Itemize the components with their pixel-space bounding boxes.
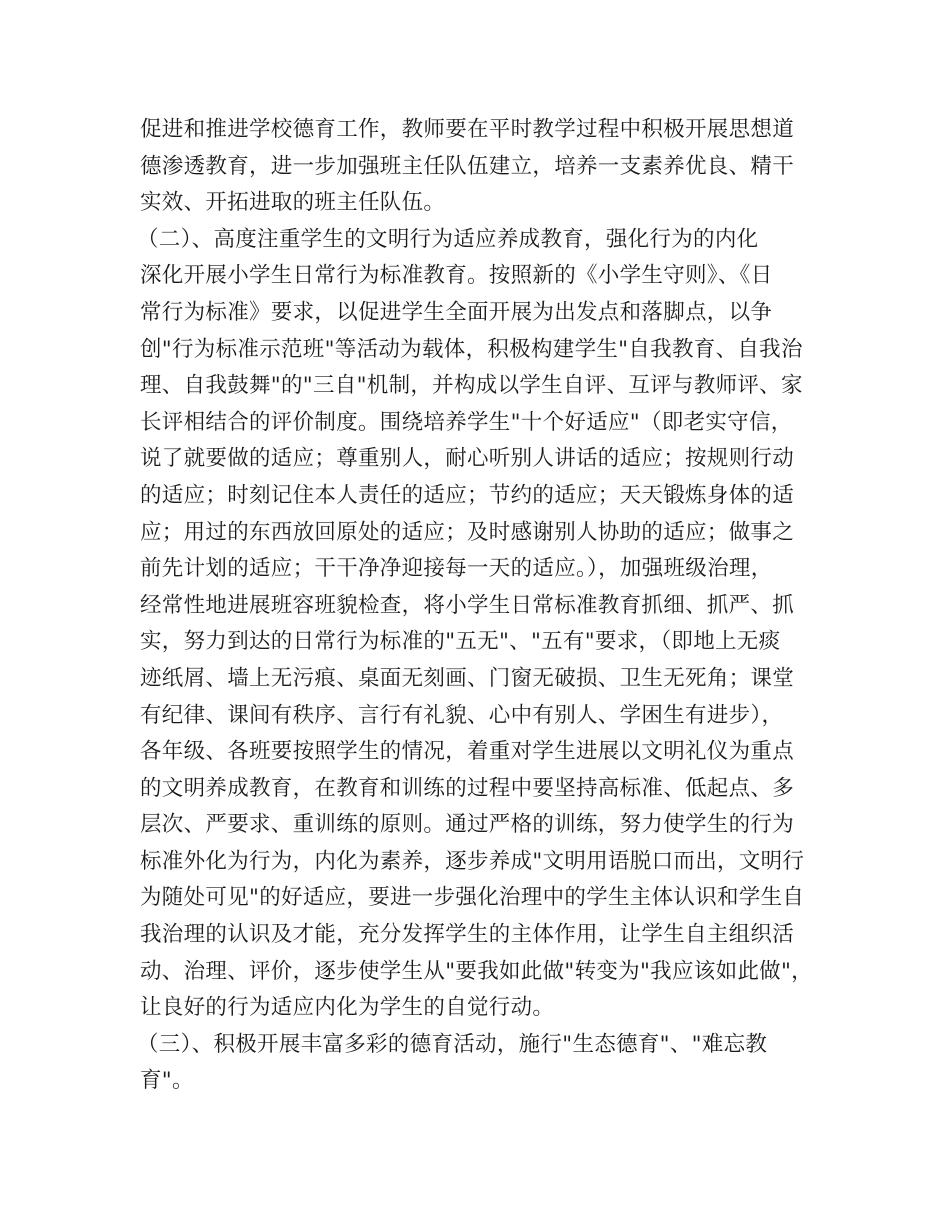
text-line: 标准外化为行为，内化为素养，逐步养成"文明用语脱口而出，文明行 bbox=[140, 848, 805, 874]
text-line: 常行为标准》要求，以促进学生全面开展为出发点和落脚点，以争 bbox=[140, 299, 773, 325]
text-line: 实效、开拓进取的班主任队伍。 bbox=[140, 190, 446, 216]
text-line: 经常性地进展班容班貌检查，将小学生日常标准教育抓细、抓严、抓 bbox=[140, 592, 795, 618]
text-line: 促进和推进学校德育工作，教师要在平时教学过程中积极开展思想道 bbox=[140, 117, 795, 142]
section-heading: （三）、积极开展丰富多彩的德育活动，施行"生态德育"、"难忘教 bbox=[137, 1031, 768, 1057]
text-line: 创"行为标准示范班"等活动为载体，积极构建学生"自我教育、自我治 bbox=[140, 336, 803, 362]
text-line: 动、治理、评价，逐步使学生从"要我如此做"转变为"我应该如此做"， bbox=[140, 958, 813, 984]
section-heading: （二）、高度注重学生的文明行为适应养成教育，强化行为的内化 bbox=[137, 226, 759, 252]
text-line: 应；用过的东西放回原处的适应；及时感谢别人协助的适应；做事之 bbox=[140, 519, 795, 545]
text-line: 说了就要做的适应；尊重别人，耐心听别人讲话的适应；按规则行动 bbox=[140, 446, 795, 472]
text-line: 各年级、各班要按照学生的情况，着重对学生进展以文明礼仪为重点 bbox=[140, 739, 795, 765]
text-line: 实，努力到达的日常行为标准的"五无"、"五有"要求，（即地上无痰 bbox=[140, 629, 781, 655]
text-line: 德渗透教育，进一步加强班主任队伍建立，培养一支素养优良、精干 bbox=[140, 153, 795, 179]
text-line: 理、自我鼓舞"的"三自"机制，并构成以学生自评、互评与教师评、家 bbox=[140, 373, 803, 399]
text-line: 前先计划的适应；干干净净迎接每一天的适应。），加强班级治理， bbox=[140, 556, 773, 582]
text-line: 为随处可见"的好适应，要进一步强化治理中的学生主体认识和学生自 bbox=[140, 885, 805, 911]
text-line: 迹纸屑、墙上无污痕、桌面无刻画、门窗无破损、卫生无死角；课堂 bbox=[140, 665, 795, 691]
text-line: 的适应；时刻记住本人责任的适应；节约的适应；天天锻炼身体的适 bbox=[140, 482, 795, 508]
text-line: 有纪律、课间有秩序、言行有礼貌、心中有别人、学困生有进步）， bbox=[140, 702, 784, 728]
text-line: 深化开展小学生日常行为标准教育。按照新的《小学生守则》、《日 bbox=[140, 263, 773, 289]
text-line: 育"。 bbox=[140, 1068, 194, 1094]
text-line: 层次、严要求、重训练的原则。通过严格的训练，努力使学生的行为 bbox=[140, 812, 795, 838]
text-line: 的文明养成教育，在教育和训练的过程中要坚持高标准、低起点、多 bbox=[140, 775, 795, 801]
body-text bbox=[137, 112, 830, 1100]
text-line: 让良好的行为适应内化为学生的自觉行动。 bbox=[140, 995, 555, 1021]
text-line: 我治理的认识及才能，充分发挥学生的主体作用，让学生自主组织活 bbox=[140, 922, 795, 948]
text-line: 长评相结合的评价制度。围绕培养学生"十个好适应"（即老实守信， bbox=[140, 409, 793, 435]
